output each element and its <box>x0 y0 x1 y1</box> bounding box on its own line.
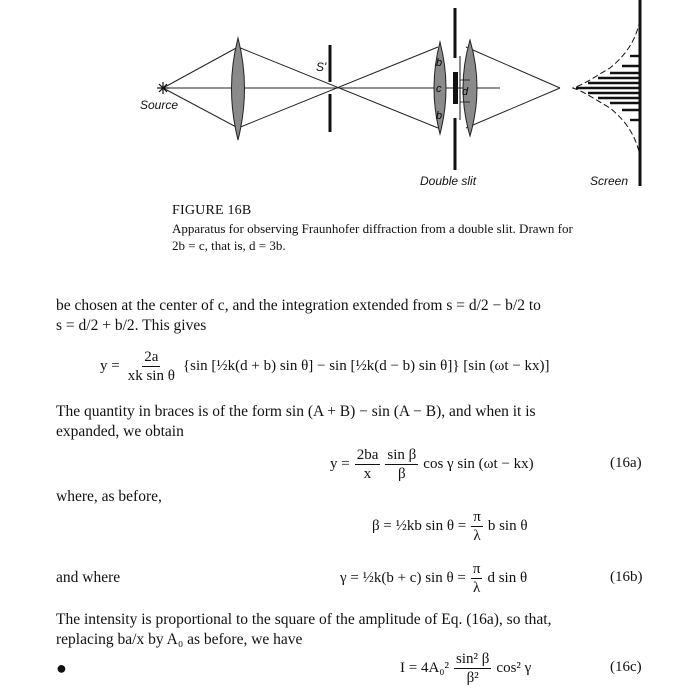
equation-gamma <box>340 560 527 597</box>
eq16a-rest: cos γ sin (ωt − kx) <box>423 456 534 472</box>
ray-out-2 <box>466 88 560 128</box>
eq16a-lhs: y = <box>330 456 350 472</box>
figure-caption-title: FIGURE 16B <box>172 203 252 218</box>
para3-line-2: replacing ba/x by A₀ as before, we have <box>56 631 303 648</box>
paragraph-2 <box>56 402 656 442</box>
label-d: d <box>462 86 469 98</box>
eq16a-number: (16a) <box>610 455 642 471</box>
ray-out-1 <box>466 47 560 88</box>
intensity-pattern <box>573 20 640 156</box>
label-double-slit: Double slit <box>420 174 477 188</box>
label-b-top: b <box>436 57 443 69</box>
para2-line-1: The quantity in braces is of the form sin (A + B) − sin (A − B), and when it is <box>56 403 536 420</box>
eq16c-den: β² <box>466 670 479 686</box>
beta-fraction <box>471 508 483 545</box>
para2-line-2: expanded, we obtain <box>56 423 184 440</box>
gamma-rest: d sin θ <box>487 570 528 586</box>
paragraph-1 <box>56 296 656 336</box>
source-point <box>157 82 169 94</box>
equation-16c <box>400 650 531 687</box>
label-b-bottom: b <box>436 110 443 122</box>
para1-line-1: be chosen at the center of c, and the integration extended from s = d/2 − b/2 to <box>56 297 541 314</box>
beta-rest: b sin θ <box>487 518 528 534</box>
paragraph-3 <box>56 610 666 650</box>
equation-16a <box>330 446 534 483</box>
equation-beta <box>372 508 528 545</box>
gamma-den: λ <box>473 580 481 596</box>
margin-bullet: ● <box>56 658 67 678</box>
caption-line-1: Apparatus for observing Fraunhofer diffraction from a double slit. Drawn for <box>172 221 573 236</box>
para3-line-1: The intensity is proportional to the square of the amplitude of Eq. (16a), so that, <box>56 611 552 628</box>
eq1-lhs: y = <box>100 358 120 374</box>
ray-upper-1 <box>163 47 238 88</box>
label-screen: Screen <box>590 174 629 188</box>
label-c: c <box>436 83 442 95</box>
eq1-fraction <box>126 348 177 385</box>
and-where: and where <box>56 569 121 586</box>
equation-1 <box>100 348 550 385</box>
eq16c-lhs: I = 4A₀² <box>400 660 450 676</box>
beta-num: π <box>473 509 481 525</box>
eq1-numerator: 2a <box>144 349 159 365</box>
beta-lhs: β = ½kb sin θ = <box>372 518 467 534</box>
para1-line-2: s = d/2 + b/2. This gives <box>56 317 207 334</box>
eq16c-rest: cos² γ <box>496 660 532 676</box>
eq16c-fraction <box>454 650 491 687</box>
where-as-before: where, as before, <box>56 488 162 505</box>
apparatus-figure <box>0 0 692 200</box>
label-slit-s: S' <box>316 60 327 74</box>
eq16a-num-2: sin β <box>387 447 417 463</box>
eq1-denominator: xk sin θ <box>127 368 175 384</box>
gamma-fraction <box>471 560 483 597</box>
eq16a-den-2: β <box>398 466 406 482</box>
beta-den: λ <box>473 528 481 544</box>
double-slit <box>453 8 460 170</box>
eq16a-den-1: x <box>363 466 372 482</box>
eq16a-fraction-2 <box>385 446 418 483</box>
eq16c-num: sin² β <box>456 651 490 667</box>
figure-caption <box>172 220 652 254</box>
lens-1 <box>232 38 245 140</box>
caption-line-2: 2b = c, that is, d = 3b. <box>172 238 286 253</box>
gamma-num: π <box>472 561 481 577</box>
eq16a-num-1: 2ba <box>356 447 379 463</box>
eq1-body: {sin [½k(d + b) sin θ] − sin [½k(d − b) sin θ]} [sin (ωt − kx)] <box>182 358 550 374</box>
apparatus-diagram <box>0 0 692 200</box>
gamma-lhs: γ = ½k(b + c) sin θ = <box>340 570 466 586</box>
eq16c-number: (16c) <box>610 659 642 675</box>
eq16b-number: (16b) <box>610 569 643 585</box>
label-source: Source <box>140 98 179 112</box>
eq16a-fraction-1 <box>355 446 381 483</box>
